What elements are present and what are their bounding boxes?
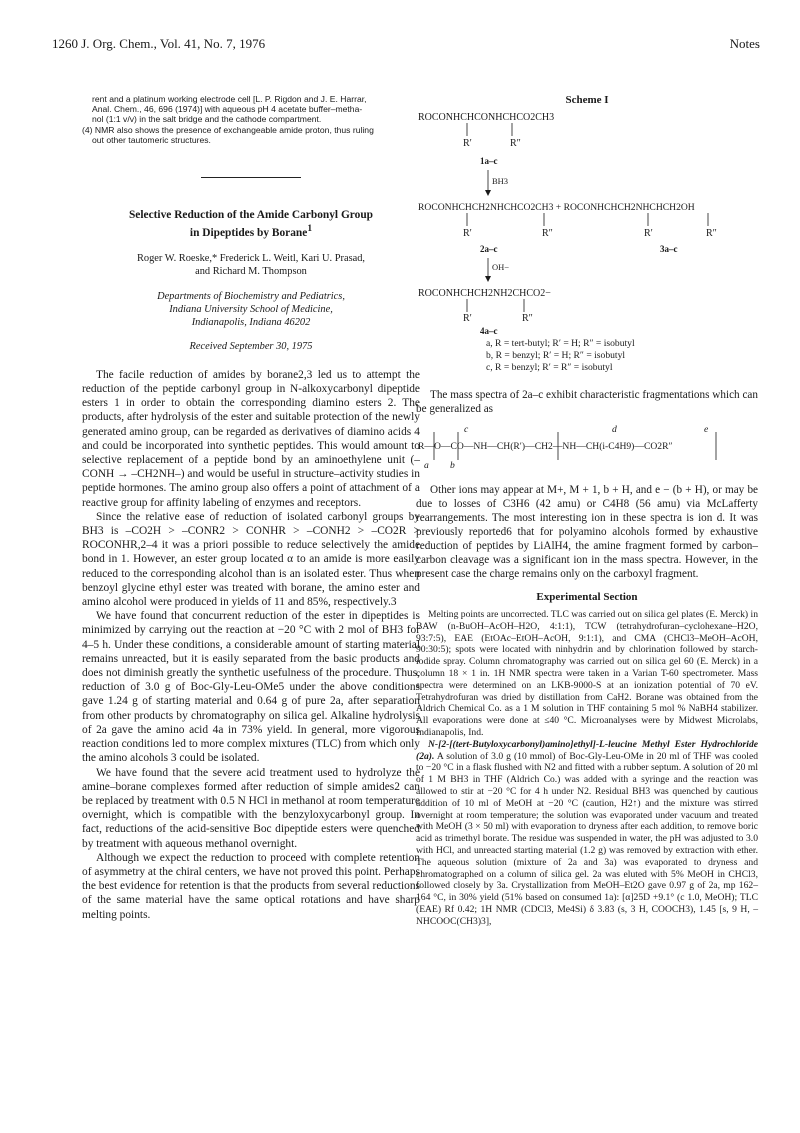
received-date: Received September 30, 1975: [189, 340, 313, 352]
affiliation: Departments of Biochemistry and Pediatrics, Indiana University School of Medicine, Indianapolis, Indiana 46202: [157, 290, 345, 328]
article-title: Selective Reduction of the Amide Carbonyl Group in Dipeptides by Borane$^1$: [128, 209, 374, 239]
footnote-line: rent and a platinum working electrode cell [L. P. Rigdon and J. E. Harrar,: [92, 94, 367, 104]
compound-2-label: 2a–c: [480, 244, 498, 254]
r-dprime-label: R″: [706, 228, 717, 239]
paragraph: The facile reduction of amides by borane2,3 led us to attempt the reduction of the peptide carbonyl group in N-alkoxycarbonyl dipeptide esters 1 in order to obtain the corresponding diamino esters 2. The products, after hydrolysis of the ester and suitable protection of the newly generated amino group, can be regarded as derivatives of diamino acids 4 and could be incorporated into synthetic peptides. This would amount to selective replacement of a peptide bond by an aminoethylene unit (–CONH → –CH2NH–) and would be useful in structure–activity studies in peptide hormones. The amino group also offers a point of attachment of a reactive group for affinity labeling of enzymes and receptors.: [82, 368, 420, 509]
compound-heading: N-[2-[(tert-Butyloxycarbonyl)amino]ethyl]-L-leucine Methyl Ester Hydrochloride (2a).: [416, 738, 758, 762]
running-header: [52, 36, 760, 56]
r-prime-label: R′: [463, 138, 472, 149]
footnote-line: nol (1:1 v/v) in the salt bridge and the cathode compartment.: [92, 114, 322, 125]
paragraph: The mass spectra of 2a–c exhibit characteristic fragmentations which can be generalized as: [416, 389, 758, 415]
fragmentation-formula: R—O—CO—NH—CH(R′)—CH2—NH—CH(i-C4H9)—CO2R″: [418, 441, 673, 452]
compound-2-3-formula: ROCONHCHCH2NHCHCO2CH3 + ROCONHCHCH2NHCHCH2OH: [418, 202, 695, 213]
ion-label-d: d: [612, 424, 617, 435]
paragraph: Since the relative ease of reduction of isolated carbonyl groups by BH3 is –CO2H > –CONR2 > CONHR > –CONH2 > –CO2R > ROCONHR,2–4 it was a priori possible to reduce selectively the amide bond in 1. However, an ester group located α to an amide is more easily reduced to the corresponding alcohol than is an isolated ester. Thus when benzoyl glycine ethyl ester was treated with borane, the amino ester and amino alcohol were produced in yields of 11 and 85%, respectively.3: [82, 510, 420, 609]
paragraph: Melting points are uncorrected. TLC was carried out on silica gel plates (E. Merck) in BAW (n-BuOH–AcOH–H2O, 4:1:1), TCW (tetrahydrofuran–cyclohexane–H2O, 93:7:5), EAE (EtOAc–EtOH–AcOH, 9:1:1), and CMA (CHCl3–MeOH–AcOH, 90:30:5); spots were located with ninhydrin and by chlorination followed by starch-iodide spray. Column chromatography was carried out on silica gel 60 (E. Merck) in a column 18 × 1 in. 1H NMR spectra were taken in a Varian T-60 spectrometer. Mass spectra were determined on an LKB-9000-S at an ionization potential of 70 eV. Tetrahydrofuran was dried by distillation from CaH2. Borane was obtained from the Aldrich Chemical Co. as a 1 M solution in THF containing 5 mol % NaBH4 stabilizer. All evaporations were done at ≤40 °C. Microanalyses were by Midwest Microlabs, Indianapolis, Ind.: [416, 609, 758, 738]
paragraph: Although we expect the reduction to proceed with complete retention of asymmetry at the chiral centers, we have not proved this point. Perhaps the best evidence for retention is that the products from several reductions of the same material have the same optical rotations and have sharp melting points.: [82, 851, 420, 921]
ion-label-a: a: [424, 460, 429, 470]
compound-1-label: 1a–c: [480, 156, 498, 166]
separator-rule: [201, 177, 301, 178]
reaction-scheme: [416, 106, 758, 336]
r-prime-label: R′: [644, 228, 653, 239]
left-column: [82, 94, 420, 922]
footnotes: [82, 94, 420, 145]
compound-3-label: 3a–c: [660, 244, 678, 254]
compound-4-formula: ROCONHCHCH2NH2CHCO2−: [418, 288, 551, 299]
scheme-title: Scheme I: [565, 94, 609, 106]
compound-4-label: 4a–c: [480, 326, 498, 336]
section-name: Notes: [729, 36, 760, 51]
footnote-line: Anal. Chem., 46, 696 (1974)] with aqueous pH 4 acetate buffer–metha-: [92, 104, 363, 115]
reagent-hydroxide: OH−: [492, 262, 510, 272]
footnote-line: out other tautomeric structures.: [92, 134, 211, 145]
r-dprime-label: R″: [542, 228, 553, 239]
body-text: [82, 368, 420, 922]
authors: Roger W. Roeske,* Frederick L. Weitl, Kari U. Prasad, and Richard M. Thompson: [136, 252, 366, 277]
r-prime-label: R′: [463, 228, 472, 239]
substituent-key: a, R = tert-butyl; R′ = H; R″ = isobutyl b, R = benzyl; R′ = H; R″ = isobutyl c, R = benzyl; R′ = R″ = isobutyl: [486, 338, 635, 373]
fragmentation-diagram: [416, 424, 758, 475]
paragraph: We have found that the severe acid treatment used to hydrolyze the amine–borane complexes formed after reduction of simple amides2 can be replaced by treatment with 0.5 N HCl in methanol at room temperature overnight, which is compatible with the benzyloxycarbonyl group. In fact, reductions of the acid-sensitive Boc dipeptide esters were quenched by treatment with aqueous methanol overnight.: [82, 766, 420, 850]
paragraph: We have found that concurrent reduction of the ester in dipeptides is minimized by carrying out the reaction at −20 °C with 2 mol of BH3 for 4–5 h. Under these conditions, a considerable amount of starting material remains unreacted, but it is easily separated from the basic products and does not diminish greatly the synthetic usefulness of the procedure. Thus, reduction of 3.0 g of Boc-Gly-Leu-OMe5 under the above conditions gave 1.24 g of starting material and 0.64 g of pure 2a, after separation from other products by chromatography on silica gel. Alkaline hydrolysis of 2a gave the amino acid 4a in 73% yield. In general, more vigorous reaction conditions led to more complex mixtures (TLC) from which only the amino alcohols 3 could be isolated.: [82, 610, 420, 765]
paragraph: Other ions may appear at M+, M + 1, b + H, and e − (b + H), or may be due to losses of C3H6 (42 amu) or C4H8 (56 amu) via McLafferty rearrangements. The most interesting ion in these spectra is ion d. It was previously reported6 that for polyamino alcohols formed by exhaustive reduction of peptides by LiAlH4, the amine fragment formed by carbon–carbon cleavage was a significant ion in the mass spectra. However, in the present case the charge remains only on the carboxyl fragment.: [416, 484, 758, 580]
paragraph: N-[2-[(tert-Butyloxycarbonyl)amino]ethyl]-L-leucine Methyl Ester Hydrochloride (2a). A solution of 3.0 g (10 mmol) of Boc-Gly-Leu-OMe in 20 ml of THF was cooled to −20 °C in a flask flushed with N2 and fitted with a rubber septum. A solution of 20 ml of 1 M BH3 in THF (Aldrich Co.) was added with a syringe and the reaction was allowed to stir at −20 °C for 4 h under N2. Residual BH3 was quenched by cautious addition of 10 ml of MeOH at −20 °C (caution, H2↑) and the mixture was stirred overnight at room temperature; the solution was evaporated under vacuum and treated with MeOH (3 × 50 ml) with evaporation to dryness after each addition, to remove boric acid as trimethyl borate. The residue was suspended in water, the pH was adjusted to 3.0 with HCl, and unreacted starting material (1.2 g) was removed by extraction with ether. The aqueous solution (mixture of 2a and 3a) was evaporated to dryness and chromatographed on a column of silica gel. 2a was eluted with 5% MeOH in CHCl3, followed closely by 3a. Crystallization from MeOH–Et2O gave 0.97 g of 2a, mp 162–164 °C, in 30% yield (51% based on consumed 1a): [α]25D +9.1° (c 1.0, MeOH); TLC (EAE) Rf 0.42; 1H NMR (CDCl3, Me4Si) δ 3.83 (s, 3 H, COOCH3), 1.45 [s, 9 H, –NHCOOC(CH3)3],: [416, 738, 758, 927]
experimental-section: [416, 609, 758, 928]
r-prime-label: R′: [463, 313, 472, 324]
ion-label-b: b: [450, 460, 455, 470]
reagent-borane: BH3: [492, 176, 509, 186]
section-heading: Experimental Section: [536, 591, 638, 603]
right-column: [416, 94, 758, 928]
ion-label-c: c: [464, 424, 469, 435]
footnote-line: (4) NMR also shows the presence of exchangeable amide proton, thus ruling: [82, 124, 374, 135]
journal-citation: 1260 J. Org. Chem., Vol. 41, No. 7, 1976: [52, 36, 266, 51]
r-dprime-label: R″: [510, 138, 521, 149]
compound-1-formula: ROCONHCHCONHCHCO2CH3: [418, 112, 555, 123]
ion-label-e: e: [704, 424, 709, 435]
r-dprime-label: R″: [522, 313, 533, 324]
